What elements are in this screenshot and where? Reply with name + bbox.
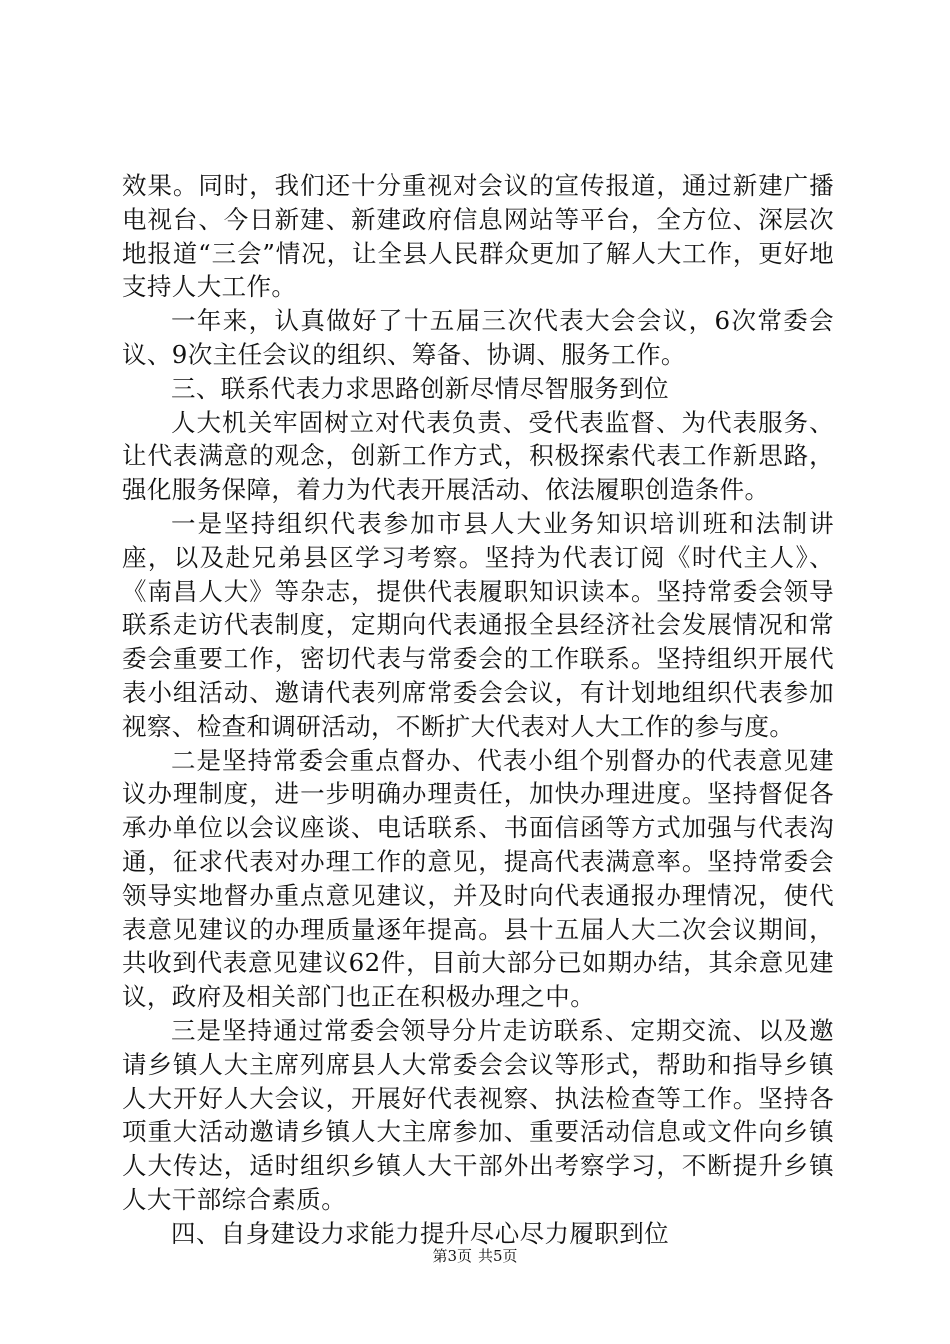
section-heading: 四、自身建设力求能力提升尽心尽力履职到位 (171, 1218, 669, 1248)
page-footer (0, 1246, 950, 1266)
paragraph: 效果。同时，我们还十分重视对会议的宣传报道，通过新建广播电视台、今日新建、新建政府信息网站等平台，全方位、深层次地报道“三会”情况，让全县人民群众更加了解人大工作，更好地支持人大工作。 (122, 171, 834, 302)
page-total: 共5页 (478, 1247, 518, 1265)
paragraph: 一是坚持组织代表参加市县人大业务知识培训班和法制讲座，以及赴兄弟县区学习考察。坚持为代表订阅《时代主人》、《南昌人大》等杂志，提供代表履职知识读本。坚持常委会领导联系走访代表制度，定期向代表通报全县经济社会发展情况和常委会重要工作，密切代表与常委会的工作联系。坚持组织开展代表小组活动、邀请代表列席常委会会议，有计划地组织代表参加视察、检查和调研活动，不断扩大代表对人大工作的参与度。 (122, 508, 834, 741)
paragraph: 三是坚持通过常委会领导分片走访联系、定期交流、以及邀请乡镇人大主席列席县人大常委会会议等形式，帮助和指导乡镇人大开好人大会议，开展好代表视察、执法检查等工作。坚持各项重大活动邀请乡镇人大主席参加、重要活动信息或文件向乡镇人大传达，适时组织乡镇人大干部外出考察学习，不断提升乡镇人大干部综合素质。 (122, 1015, 834, 1214)
document-body (122, 169, 834, 1251)
paragraph: 人大机关牢固树立对代表负责、受代表监督、为代表服务、让代表满意的观念，创新工作方式，积极探索代表工作新思路，强化服务保障，着力为代表开展活动、依法履职创造条件。 (122, 407, 834, 505)
paragraph: 二是坚持常委会重点督办、代表小组个别督办的代表意见建议办理制度，进一步明确办理责任，加快办理进度。坚持督促各承办单位以会议座谈、电话联系、书面信函等方式加强与代表沟通，征求代表对办理工作的意见，提高代表满意率。坚持常委会领导实地督办重点意见建议，并及时向代表通报办理情况，使代表意见建议的办理质量逐年提高。县十五届人大二次会议期间，共收到代表意见建议62件，目前大部分已如期办结，其余意见建议，政府及相关部门也正在积极办理之中。 (122, 745, 834, 1012)
section-heading: 三、联系代表力求思路创新尽情尽智服务到位 (171, 373, 669, 403)
paragraph: 一年来，认真做好了十五届三次代表大会会议，6次常委会议、9次主任会议的组织、筹备、协调、服务工作。 (122, 306, 834, 369)
page-number: 第3页 (432, 1247, 472, 1265)
